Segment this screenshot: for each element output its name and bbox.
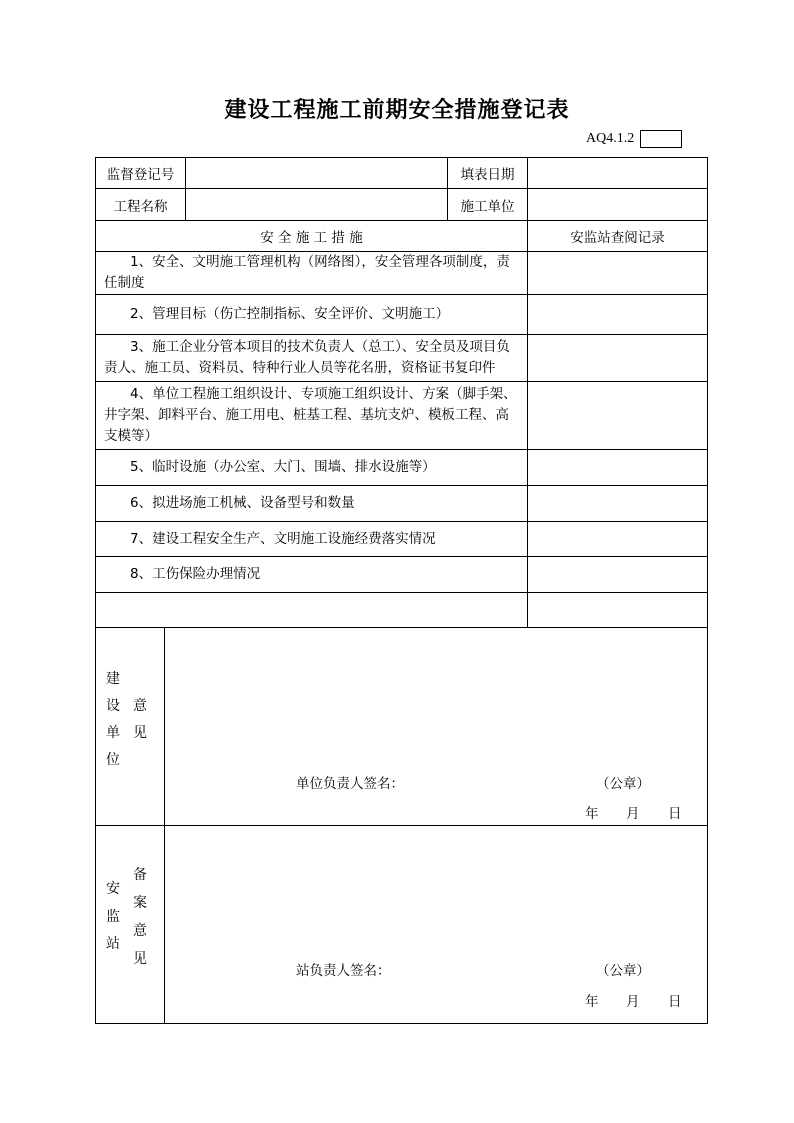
station-seal-label: （公章） [596, 963, 650, 979]
column-header-row [96, 221, 708, 252]
side-char: 监 [106, 909, 120, 925]
builder-opinion-field[interactable] [165, 628, 708, 826]
side-char: 见 [133, 725, 147, 741]
side-char: 站 [106, 936, 120, 952]
record-cell[interactable] [528, 450, 708, 486]
measures-column-header: 安 全 施 工 措 施 [96, 221, 528, 252]
table-row [96, 450, 708, 486]
builder-day-label: 日 [668, 806, 682, 822]
side-char: 见 [133, 951, 147, 967]
table-row [96, 335, 708, 382]
supervision-no-label: 监督登记号 [96, 158, 186, 189]
form-code: AQ4.1.2 [586, 131, 635, 146]
station-month-label: 月 [626, 994, 640, 1010]
record-cell[interactable] [528, 557, 708, 593]
builder-month-label: 月 [626, 806, 640, 822]
station-opinion-field[interactable] [165, 826, 708, 1024]
builder-opinion-row [96, 628, 708, 826]
measure-item: 1、安全、文明施工管理机构（网络图），安全管理各项制度，责任制度 [96, 252, 528, 295]
table-row [96, 295, 708, 335]
side-char: 建 [106, 671, 120, 687]
supervision-no-field[interactable] [186, 158, 448, 189]
records-column-header: 安监站查阅记录 [528, 221, 708, 252]
measure-item: 5、临时设施（办公室、大门、围墙、排水设施等） [96, 450, 528, 486]
construction-unit-field[interactable] [528, 189, 708, 221]
side-char: 单 [106, 725, 120, 741]
measure-item: 6、拟进场施工机械、设备型号和数量 [96, 486, 528, 522]
table-row [96, 557, 708, 593]
fill-date-label: 填表日期 [448, 158, 528, 189]
measure-item: 2、管理目标（伤亡控制指标、安全评价、文明施工） [96, 295, 528, 335]
station-year-label: 年 [585, 994, 599, 1010]
measure-item: 7、建设工程安全生产、文明施工设施经费落实情况 [96, 522, 528, 557]
record-cell[interactable] [528, 252, 708, 295]
header-row-1 [96, 158, 708, 189]
page-title: 建设工程施工前期安全措施登记表 [224, 98, 570, 123]
project-name-field[interactable] [186, 189, 448, 221]
station-side-label [96, 826, 165, 1024]
form-code-area [586, 130, 682, 148]
side-char: 意 [133, 698, 147, 714]
station-opinion-row [96, 826, 708, 1024]
record-cell[interactable] [528, 335, 708, 382]
record-cell[interactable] [528, 593, 708, 628]
station-day-label: 日 [668, 994, 682, 1010]
side-char: 案 [133, 895, 147, 911]
measure-item: 8、工伤保险办理情况 [96, 557, 528, 593]
measure-item: 4、单位工程施工组织设计、专项施工组织设计、方案（脚手架、井字架、卸料平台、施工用电、桩基工程、基坑支炉、模板工程、高支模等） [96, 382, 528, 450]
form-code-box[interactable] [640, 130, 682, 148]
registration-form [95, 157, 708, 1024]
fill-date-field[interactable] [528, 158, 708, 189]
table-row [96, 593, 708, 628]
side-char: 设 [106, 698, 120, 714]
side-char: 安 [106, 881, 120, 897]
measure-item-blank[interactable] [96, 593, 528, 628]
record-cell[interactable] [528, 295, 708, 335]
side-char: 备 [133, 867, 147, 883]
table-row [96, 486, 708, 522]
side-char: 位 [106, 752, 120, 768]
builder-year-label: 年 [585, 806, 599, 822]
table-row [96, 382, 708, 450]
header-row-2 [96, 189, 708, 221]
builder-side-label [96, 628, 165, 826]
record-cell[interactable] [528, 382, 708, 450]
record-cell[interactable] [528, 486, 708, 522]
table-row [96, 252, 708, 295]
builder-signature-label: 单位负责人签名： [296, 776, 404, 792]
project-name-label: 工程名称 [96, 189, 186, 221]
side-char: 意 [133, 923, 147, 939]
construction-unit-label: 施工单位 [448, 189, 528, 221]
builder-seal-label: （公章） [596, 776, 650, 792]
record-cell[interactable] [528, 522, 708, 557]
measure-item: 3、施工企业分管本项目的技术负责人（总工）、安全员及项目负责人、施工员、资料员、特种行业人员等花名册，资格证书复印件 [96, 335, 528, 382]
table-row [96, 522, 708, 557]
station-signature-label: 站负责人签名： [296, 963, 391, 979]
